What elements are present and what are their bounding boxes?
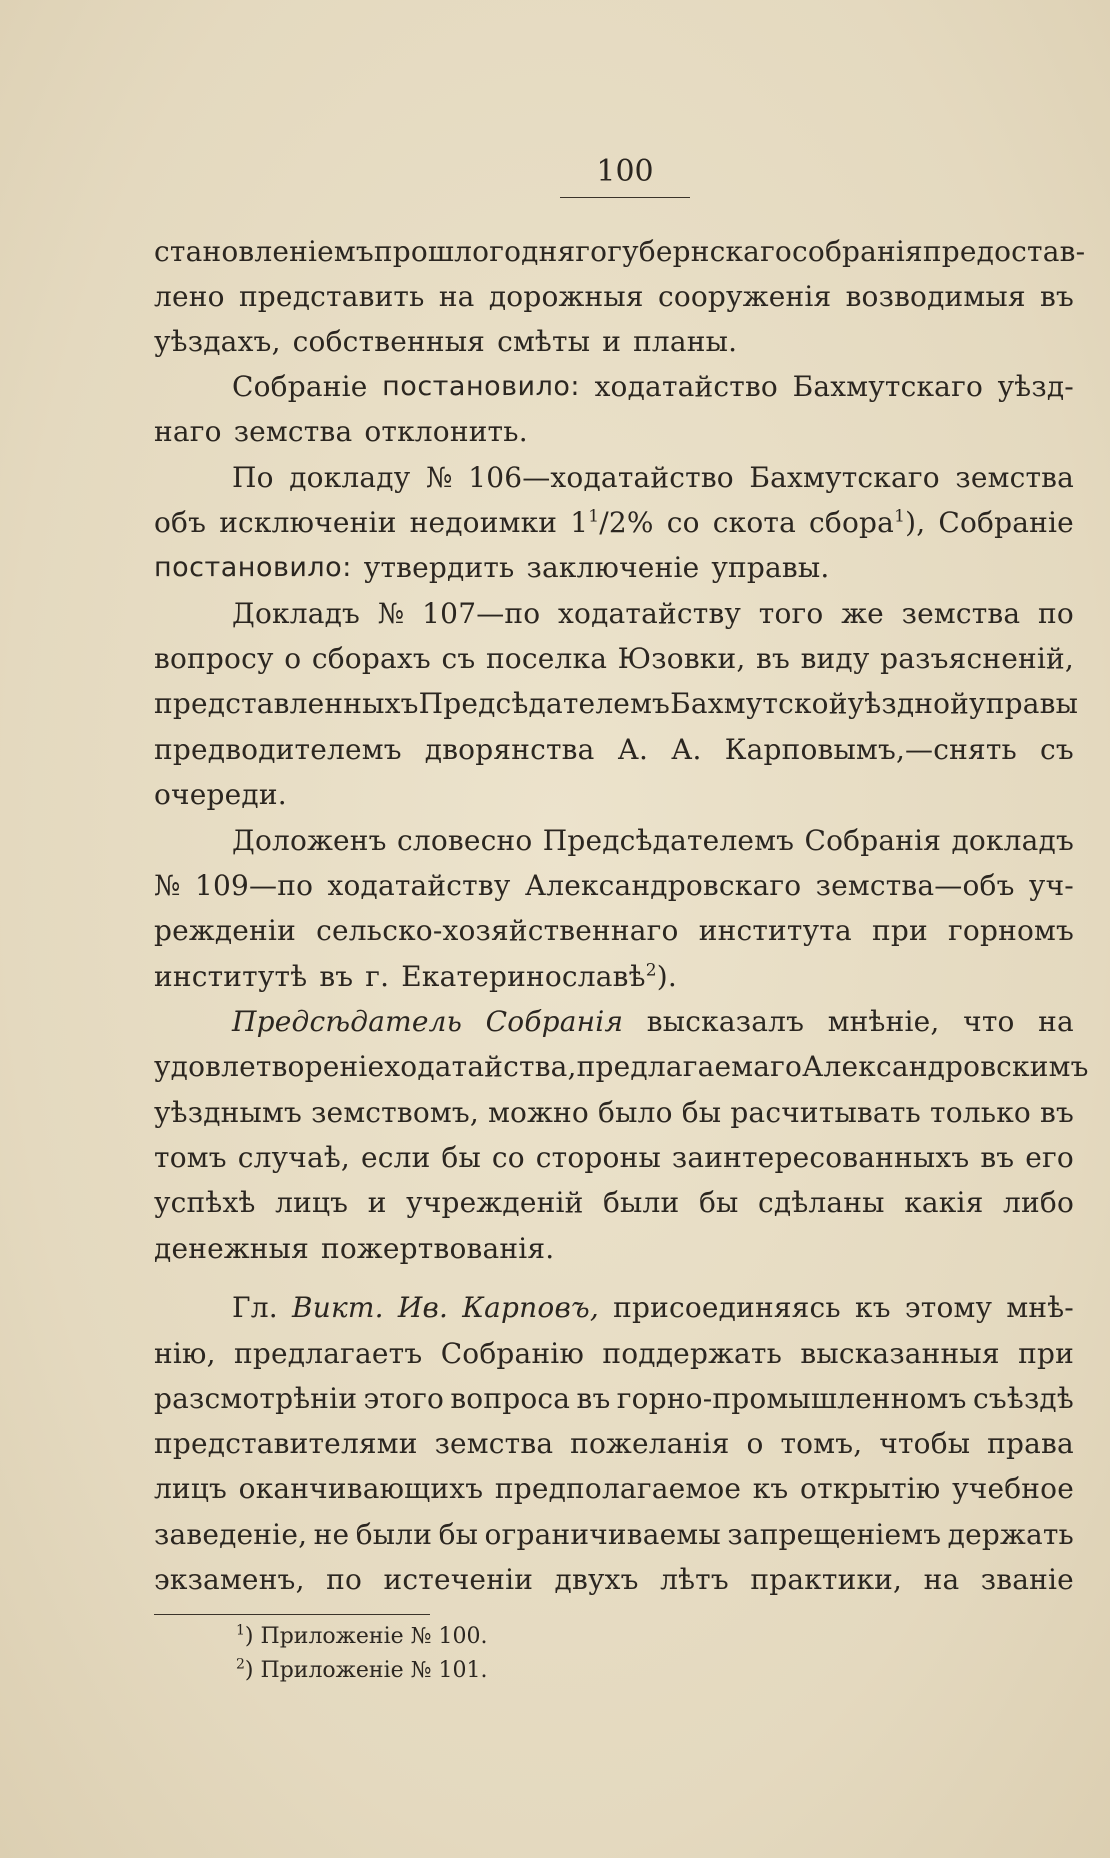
word: оканчивающихъ <box>238 1472 484 1505</box>
word: на <box>923 1563 960 1596</box>
word: учрежденій <box>406 1186 584 1219</box>
word: стороны <box>535 1141 661 1174</box>
word: Александровскаго <box>524 869 802 902</box>
text-line <box>154 1558 1074 1602</box>
footnote-rule <box>154 1614 430 1615</box>
word: планы. <box>633 325 738 358</box>
word: разъясненій, <box>880 642 1074 675</box>
word: земствомъ, <box>311 1096 479 1129</box>
word: № <box>377 597 405 630</box>
word: Юзовки, <box>617 642 746 675</box>
word: прошлогодняго <box>373 235 608 268</box>
word: земства <box>233 415 353 448</box>
word: расчитывать <box>730 1096 921 1129</box>
text-line <box>154 320 1074 364</box>
word: предводителемъ <box>154 733 402 766</box>
word: собственныя <box>292 325 486 358</box>
word: экзаменъ, <box>154 1563 305 1596</box>
footnote-text: Приложеніе № 101. <box>260 1658 488 1683</box>
word: вопроса <box>450 1382 571 1415</box>
word: очереди. <box>154 778 287 811</box>
word: не <box>313 1518 350 1551</box>
word: уѣздахъ, <box>154 325 281 358</box>
word: открытію <box>800 1472 941 1505</box>
word-italic: Ив. <box>397 1291 449 1324</box>
word: по <box>1037 597 1074 630</box>
text-line <box>154 1181 1074 1225</box>
text-line <box>154 1045 1089 1089</box>
word: бы <box>438 1518 479 1551</box>
text-line <box>154 955 1074 999</box>
word: управы <box>969 687 1079 720</box>
word: А. <box>617 733 649 766</box>
word: либо <box>1003 1186 1074 1219</box>
word: представителями <box>154 1427 418 1460</box>
text-line <box>154 410 1074 454</box>
word: бы <box>698 1186 739 1219</box>
word: скота <box>712 506 796 539</box>
word: сдѣланы <box>758 1186 885 1219</box>
word: ограничиваемы <box>484 1518 721 1551</box>
footnote-text: Приложеніе № 100. <box>260 1624 488 1649</box>
word-italic: Предсѣдатель <box>232 1005 463 1038</box>
word: А. <box>671 733 702 766</box>
word: виду <box>800 642 870 675</box>
word: земства <box>955 461 1074 494</box>
word: были <box>603 1186 680 1219</box>
word: Собраніе <box>938 506 1074 539</box>
word: къ <box>855 1291 891 1324</box>
fraction <box>570 501 654 545</box>
word: въ <box>980 1141 1015 1174</box>
word-with-footnote <box>401 955 677 999</box>
word: можно <box>488 1096 589 1129</box>
word: института <box>698 914 852 947</box>
word: поселка <box>485 642 608 675</box>
word: съ <box>1040 733 1074 766</box>
word: что <box>963 1005 1015 1038</box>
word: истеченіи <box>383 1563 534 1596</box>
word: къ <box>752 1472 789 1505</box>
footnote-1 <box>236 1620 487 1654</box>
word: Гл. <box>232 1291 278 1324</box>
footnote-ref-2[interactable]: 2 <box>645 960 657 981</box>
word: и <box>602 325 622 358</box>
word: Собранія <box>804 824 942 857</box>
word: ходатайство <box>594 370 778 403</box>
text-line <box>232 1286 1074 1330</box>
word: Бахмутскаго <box>749 461 940 494</box>
word: наго <box>154 415 222 448</box>
word: томъ, <box>780 1427 863 1460</box>
word: предполагаемое <box>494 1472 742 1505</box>
word: По <box>232 461 274 494</box>
page-number: 100 <box>596 154 654 189</box>
word: сельско-хозяйственнаго <box>316 914 679 947</box>
word: лено <box>154 280 225 313</box>
word: было <box>598 1096 673 1129</box>
word: управы. <box>711 551 830 584</box>
word: 106—ходатайство <box>468 461 734 494</box>
text-line <box>154 1377 1074 1421</box>
word: вопросу <box>154 642 274 675</box>
text-line <box>154 1091 1074 1135</box>
word: о <box>284 642 302 675</box>
word: представленныхъ <box>154 687 419 720</box>
word: удовлетвореніе <box>154 1050 385 1083</box>
word: лицъ <box>154 1472 228 1505</box>
word: нію, <box>154 1337 216 1370</box>
word: предлагаемаго <box>576 1050 803 1083</box>
word: смѣты <box>497 325 591 358</box>
word: высказалъ <box>646 1005 805 1038</box>
punctuation: ), <box>905 506 926 539</box>
word-italic: Собранія <box>485 1005 624 1038</box>
word: возводимыя <box>845 280 1026 313</box>
word: двухъ <box>554 1563 639 1596</box>
word: на <box>1038 1005 1074 1038</box>
word: при <box>1018 1337 1074 1370</box>
word: въ <box>756 642 791 675</box>
word: этого <box>363 1382 445 1415</box>
word: режденіи <box>154 914 296 947</box>
word: Карповымъ,—снять <box>724 733 1017 766</box>
word: Бахмутской <box>670 687 848 720</box>
word: объ <box>154 506 207 539</box>
word: при <box>872 914 928 947</box>
word: горно-промышленномъ <box>616 1382 967 1415</box>
word: если <box>360 1141 431 1174</box>
text-line <box>232 819 1074 863</box>
word: и <box>367 1186 387 1219</box>
word: уѣзднымъ <box>154 1096 303 1129</box>
word: сбора <box>809 506 895 539</box>
footnote-ref-1[interactable]: 1 <box>894 506 906 527</box>
word: земства <box>901 597 1021 630</box>
word: званіе <box>980 1563 1074 1596</box>
text-line <box>232 1000 1074 1044</box>
word: съ <box>441 642 476 675</box>
text-line <box>154 1513 1074 1557</box>
word: земства <box>434 1427 554 1460</box>
word: съѣздѣ <box>972 1382 1074 1415</box>
punctuation: ). <box>656 960 677 993</box>
word: этому <box>904 1291 993 1324</box>
word: мнѣніе, <box>827 1005 940 1038</box>
word: Бахмутскаго <box>792 370 984 403</box>
word: заведеніе, <box>154 1518 308 1551</box>
word: губернскаго <box>607 235 792 268</box>
page-number-rule <box>560 197 690 198</box>
text-line <box>154 728 1074 772</box>
word: успѣхѣ <box>154 1186 256 1219</box>
word: горномъ <box>948 914 1074 947</box>
word: Собраніе <box>232 370 368 403</box>
text-line <box>232 456 1074 500</box>
word: бы <box>441 1141 481 1174</box>
word: уѣзд- <box>997 370 1074 403</box>
word: въ <box>576 1382 611 1415</box>
word: г. <box>365 960 390 993</box>
word: дорожныя <box>488 280 644 313</box>
word: сборахъ <box>311 642 431 675</box>
word-italic: Карповъ, <box>462 1291 599 1324</box>
word: держать <box>947 1518 1074 1551</box>
word: отклонить. <box>364 415 528 448</box>
word: практики, <box>750 1563 903 1596</box>
word-italic: Викт. <box>291 1291 384 1324</box>
word: дворянства <box>424 733 595 766</box>
text-line <box>154 275 1074 319</box>
word: докладу <box>289 461 411 494</box>
word: разсмотрѣніи <box>154 1382 358 1415</box>
text-line <box>232 365 1074 409</box>
word: словесно <box>396 824 533 857</box>
word: со <box>666 506 700 539</box>
text-line <box>154 501 1074 545</box>
text-line <box>154 1332 1074 1376</box>
fraction-whole: 1 <box>570 506 589 539</box>
footnote-mark: 2 <box>236 1656 245 1673</box>
word: въ <box>1040 280 1074 313</box>
word: ходатайству <box>327 869 511 902</box>
word: томъ <box>154 1141 227 1174</box>
text-line <box>154 909 1074 953</box>
word: лѣтъ <box>660 1563 729 1596</box>
word-emphasis: постановило: <box>382 371 580 402</box>
footnote-mark: 1 <box>236 1622 245 1639</box>
word: бы <box>681 1096 722 1129</box>
word: запрещеніемъ <box>727 1518 942 1551</box>
word: уч- <box>1028 869 1074 902</box>
word: какія <box>904 1186 984 1219</box>
word: въ <box>1040 1096 1074 1129</box>
word: докладъ <box>951 824 1074 857</box>
word: недоимки <box>409 506 558 539</box>
word: учебное <box>952 1472 1074 1505</box>
text-line <box>154 1422 1074 1466</box>
word: чтобы <box>879 1427 971 1460</box>
word-with-footnote <box>809 501 925 545</box>
word: 109—по <box>195 869 314 902</box>
word: на <box>438 280 475 313</box>
word: Собранію <box>440 1337 585 1370</box>
word: Екатеринославѣ <box>401 960 646 993</box>
word: лицъ <box>275 1186 349 1219</box>
word: Предсѣдателемъ <box>542 824 795 857</box>
word: его <box>1025 1141 1074 1174</box>
footnote-mark-close: ) <box>244 1624 254 1649</box>
word: сооруженія <box>657 280 832 313</box>
footnote-mark-close: ) <box>244 1658 254 1683</box>
word: того <box>758 597 824 630</box>
word: права <box>987 1427 1074 1460</box>
fraction-denominator: /2 <box>599 506 627 539</box>
word: уѣздной <box>847 687 970 720</box>
word: институтѣ <box>154 960 308 993</box>
word: становленіемъ <box>154 235 374 268</box>
word: Доложенъ <box>232 824 387 857</box>
word: утвердить <box>363 551 515 584</box>
word: земства—объ <box>815 869 1015 902</box>
word: представить <box>238 280 425 313</box>
word: высказанныя <box>800 1337 1000 1370</box>
text-line <box>154 773 1074 817</box>
word: присоединяясь <box>613 1291 841 1324</box>
word: исключеніи <box>219 506 397 539</box>
word: были <box>355 1518 433 1551</box>
text-line <box>154 1227 1074 1271</box>
word: по <box>326 1563 363 1596</box>
word: случаѣ, <box>237 1141 351 1174</box>
word: Предсѣдателемъ <box>418 687 671 720</box>
text-line <box>154 230 1086 274</box>
word: о <box>746 1427 764 1460</box>
text-line <box>154 1136 1074 1180</box>
word: мнѣ- <box>1006 1291 1074 1324</box>
word: въ <box>319 960 354 993</box>
word: Александровскимъ <box>802 1050 1089 1083</box>
word-emphasis: постановило: <box>154 552 352 583</box>
word: же <box>841 597 884 630</box>
word: ходатайства, <box>384 1050 577 1083</box>
word: предлагаетъ <box>234 1337 423 1370</box>
percent-sign: % <box>626 506 654 539</box>
text-line <box>154 637 1074 681</box>
text-line <box>154 864 1074 908</box>
word: пожертвованія. <box>321 1232 555 1265</box>
fraction-numerator: 1 <box>588 506 600 527</box>
word: заинтересованныхъ <box>671 1141 970 1174</box>
word: № <box>154 869 181 902</box>
word: Докладъ <box>232 597 361 630</box>
word: поддержать <box>602 1337 783 1370</box>
word: только <box>930 1096 1031 1129</box>
word: ходатайству <box>558 597 742 630</box>
word: со <box>491 1141 525 1174</box>
word: заключеніе <box>526 551 700 584</box>
word: пожеланія <box>570 1427 730 1460</box>
word: 107—по <box>422 597 541 630</box>
text-line <box>154 546 1074 590</box>
word: предостав- <box>922 235 1086 268</box>
word: денежныя <box>154 1232 310 1265</box>
text-line <box>232 592 1074 636</box>
footnote-2 <box>236 1654 487 1688</box>
word: собранія <box>792 235 923 268</box>
text-line <box>154 682 1079 726</box>
text-line <box>154 1467 1074 1511</box>
word: № <box>425 461 453 494</box>
